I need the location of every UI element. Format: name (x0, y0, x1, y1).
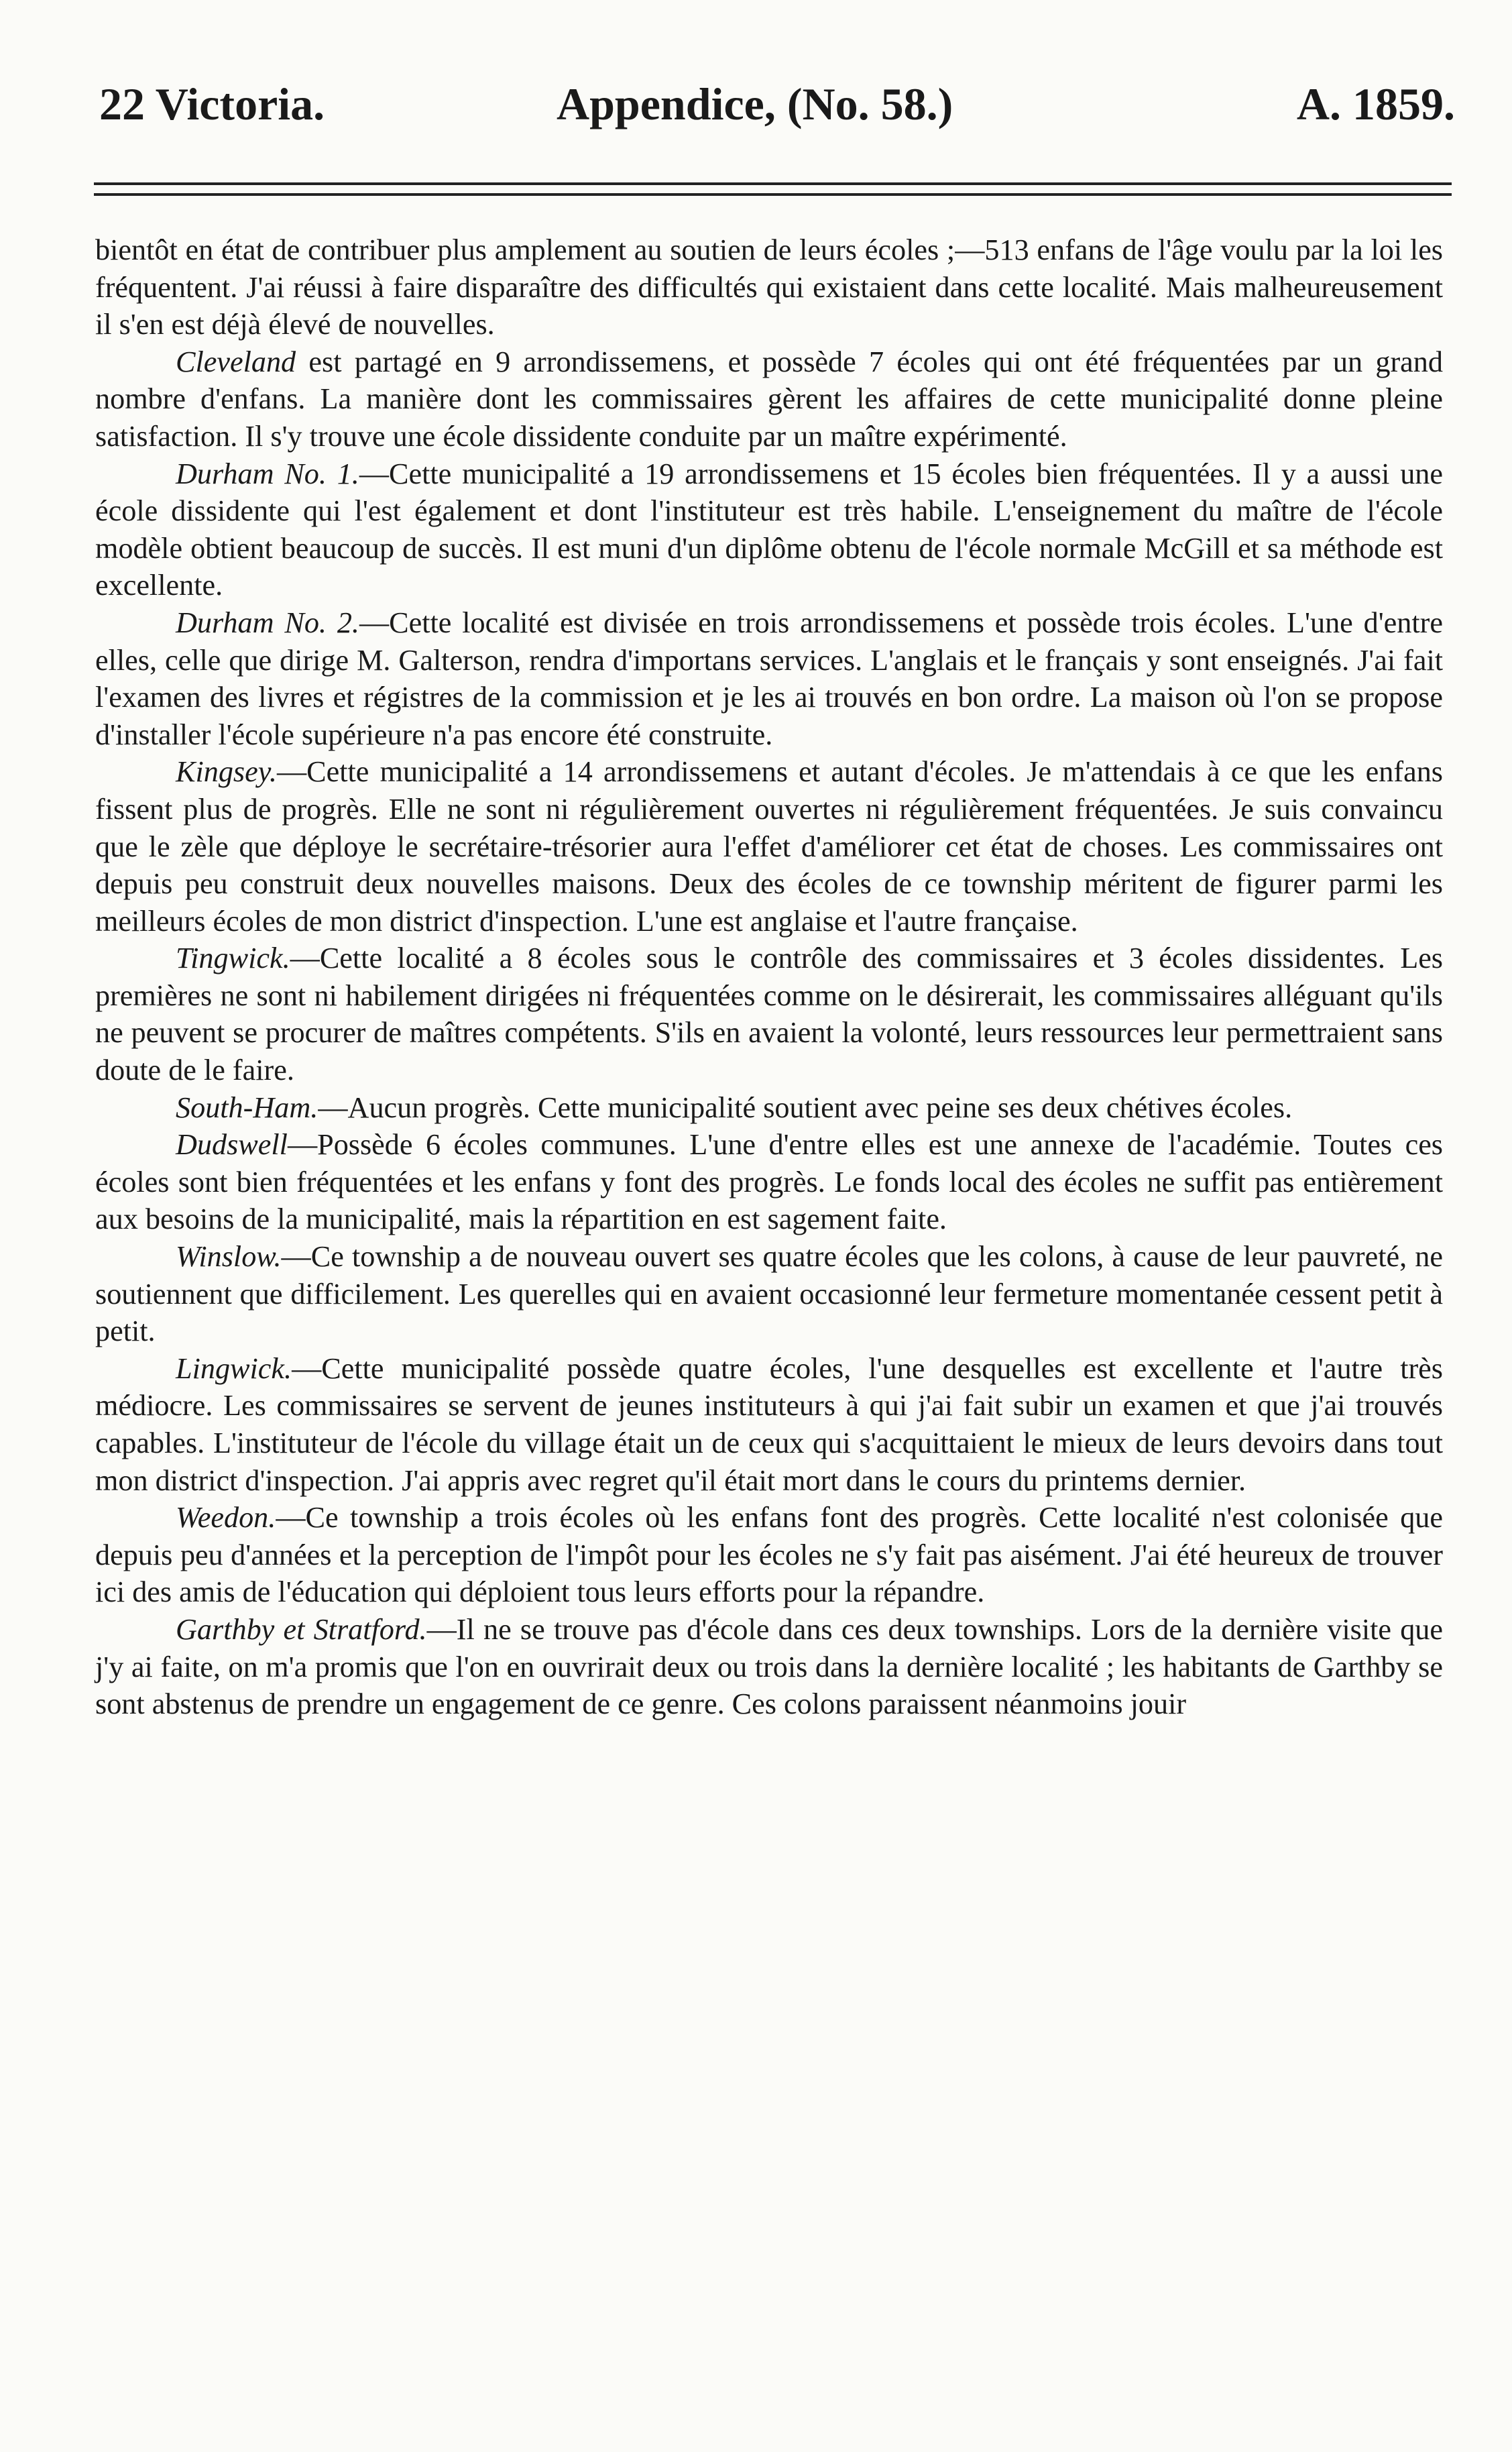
header-rule-top (94, 182, 1452, 185)
place-name: Cleveland (176, 345, 296, 378)
paragraph-tingwick (95, 940, 1443, 1089)
place-name: South-Ham. (176, 1091, 318, 1124)
place-name: Durham No. 1. (176, 457, 359, 490)
header-appendix: Appendice, (No. 58.) (557, 78, 953, 129)
paragraph-text: —Cette municipalité a 19 arrondissemens et 15 écoles bien fréquentées. Il y a aussi une école dissidente qui l'est également et dont l'instituteur est très habile. L'enseignement du maître de l'école modèle obtient beaucoup de succès. Il est muni d'un diplôme obtenu de l'école normale McGill et sa méthode est excellente. (95, 457, 1443, 602)
paragraph-dudswell (95, 1126, 1443, 1238)
page-header (87, 67, 1455, 141)
paragraph-text: bientôt en état de contribuer plus amplement au soutien de leurs écoles ;—513 enfans de l'âge voulu par la loi les fréquentent. J'ai réussi à faire disparaître des difficultés qui existaient dans cette localité. Mais malheureusement il s'en est déjà élevé de nouvelles. (95, 233, 1443, 341)
paragraph-text: —Cette localité est divisée en trois arrondissemens et possède trois écoles. L'une d'entre elles, celle que dirige M. Galterson, rendra d'importans services. L'anglais et le français y sont enseignés. J'ai fait l'examen des livres et régistres de la commission et je les ai trouvés en bon ordre. La maison où l'on se propose d'installer l'école supérieure n'a pas encore été construite. (95, 606, 1443, 751)
paragraph-text: —Cette municipalité a 14 arrondissemens et autant d'écoles. Je m'attendais à ce que les enfans fissent plus de progrès. Elle ne sont ni régulièrement ouvertes ni régulièrement fréquentées. Je suis convaincu que le zèle que déploye le secrétaire-trésorier aura l'effet d'améliorer cet état de choses. Les commissaires ont depuis peu construit deux nouvelles maisons. Deux des écoles de ce township méritent de figurer parmi les meilleurs écoles de mon district d'inspection. L'une est anglaise et l'autre française. (95, 755, 1443, 938)
place-name: Tingwick. (176, 942, 290, 975)
paragraph-text: —Aucun progrès. Cette municipalité soutient avec peine ses deux chétives écoles. (318, 1091, 1293, 1124)
paragraph-south-ham (95, 1089, 1443, 1127)
place-name: Dudswell (176, 1128, 288, 1162)
paragraph-text: —Il ne se trouve pas d'école dans ces deux townships. Lors de la dernière visite que j'y ai faite, on m'a promis que l'on en ouvrirait deux ou trois dans la dernière localité ; les habitants de Garthby se sont abstenus de prendre un engagement de ce genre. Ces colons paraissent néanmoins jouir (95, 1612, 1443, 1721)
paragraph-durham-2 (95, 604, 1443, 753)
paragraph-durham-1 (95, 455, 1443, 604)
paragraph-winslow (95, 1238, 1443, 1350)
paragraph-text: —Possède 6 écoles communes. L'une d'entre elles est une annexe de l'académie. Toutes ces écoles sont bien fréquentées et les enfans y font des progrès. Le fonds local des écoles ne suffit pas entièrement aux besoins de la municipalité, mais la répartition en est sagement faite. (95, 1128, 1443, 1236)
header-rule-bottom (94, 193, 1452, 196)
paragraph-garthby-stratford (95, 1611, 1443, 1723)
place-name: Durham No. 2. (176, 606, 359, 639)
place-name: Winslow. (176, 1240, 282, 1274)
paragraph-text: est partagé en 9 arrondissemens, et possède 7 écoles qui ont été fréquentées par un grand nombre d'enfans. La manière dont les commissaires gèrent les affaires de cette municipalité donne pleine satisfaction. Il s'y trouve une école dissidente conduite par un maître expérimenté. (95, 345, 1443, 453)
place-name: Weedon. (176, 1501, 276, 1535)
place-name: Garthby et Stratford. (176, 1612, 427, 1646)
place-name: Kingsey. (176, 755, 277, 789)
header-year: A. 1859. (1296, 78, 1455, 129)
paragraph-text: —Ce township a de nouveau ouvert ses quatre écoles que les colons, à cause de leur pauvreté, ne soutiennent que difficilement. Les querelles qui en avaient occasionné leur fermeture momentanée cessent petit à petit. (95, 1240, 1443, 1348)
paragraph-lingwick (95, 1350, 1443, 1499)
body-text (95, 231, 1443, 1723)
paragraph-kingsey (95, 753, 1443, 940)
paragraph-cleveland (95, 343, 1443, 455)
header-session: 22 Victoria. (99, 78, 325, 129)
paragraph-weedon (95, 1499, 1443, 1611)
paragraph-text: —Cette localité a 8 écoles sous le contrôle des commissaires et 3 écoles dissidentes. Les premières ne sont ni habilement dirigées ni fréquentées comme on le désirerait, les commissaires alléguant qu'ils ne peuvent se procurer de maîtres compétents. S'ils en avaient la volonté, leurs ressources leur permettraient sans doute de le faire. (95, 942, 1443, 1087)
paragraph-text: —Cette municipalité possède quatre écoles, l'une desquelles est excellente et l'autre très médiocre. Les commissaires se servent de jeunes instituteurs à qui j'ai fait subir un examen et que j'ai trouvés capables. L'instituteur de l'école du village était un de ceux qui s'acquittaient le mieux de leurs devoirs dans tout mon district d'inspection. J'ai appris avec regret qu'il était mort dans le cours du printems dernier. (95, 1351, 1443, 1497)
place-name: Lingwick. (176, 1351, 292, 1385)
paragraph-text: —Ce township a trois écoles où les enfans font des progrès. Cette localité n'est colonisée que depuis peu d'années et la perception de l'impôt pour les écoles ne s'y fait pas aisément. J'ai été heureux de trouver ici des amis de l'éducation qui déploient tous leurs efforts pour la répandre. (95, 1501, 1443, 1609)
paragraph-intro (95, 231, 1443, 343)
